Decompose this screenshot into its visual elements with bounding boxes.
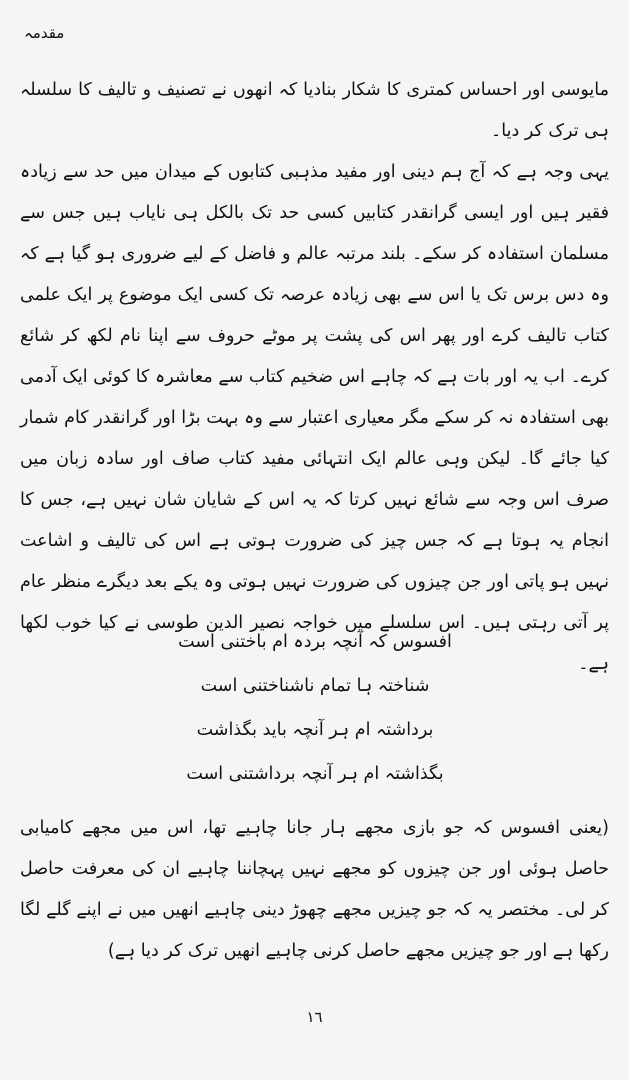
poem-line: برداشتہ ام ہر آنچہ باید بگذاشت <box>196 720 434 740</box>
body-text <box>20 70 609 685</box>
poem-line: بگذاشتہ ام ہر آنچہ برداشتنی است <box>186 764 444 784</box>
paragraph: (یعنی افسوس کہ جو بازی مجھے ہار جانا چاہیے تھا، اس میں مجھے کامیابی حاصل ہوئی اور جن چیزوں کو مجھے نہیں پہچاننا چاہیے ان کی معرفت حاصل کر لی۔ مختصر یہ کہ جو چیزیں مجھے چھوڑ دینی چاہیے انھیں میں نے اپنے گلے لگا رکھا ہے اور جو چیزیں مجھے حاصل کرنی چاہیے انھیں ترک کر دیا ہے) <box>20 818 609 961</box>
translation-paragraph <box>20 808 609 972</box>
poem-line: شناختہ ہا تمام ناشناختنی است <box>200 676 430 696</box>
paragraph: یہی وجہ ہے کہ آج ہم دینی اور مفید مذہبی کتابوں کے میدان میں حد سے زیادہ فقیر ہیں اور ایسی گرانقدر کتابیں کسی حد تک بالکل ہی نایاب ہیں جس سے مسلمان استفادہ کر سکے۔ بلند مرتبہ عالم و فاضل کے لیے ضروری ہو گیا ہے کہ وہ دس برس تک یا اس سے بھی زیادہ عرصہ تک کسی ایک موضوع پر ایک علمی کتاب تالیف کرے اور پھر اس کی پشت پر موٹے حروف سے اپنا نام لکھ کر شائع کرے۔ اب یہ اور بات ہے کہ چاہے اس ضخیم کتاب سے معاشرہ کا کوئی ایک آدمی بھی استفادہ نہ کر سکے مگر معیاری اعتبار سے وہ بہت بڑا اور گرانقدر کام شمار کیا جائے گا۔ لیکن وہی عالم ایک انتہائی مفید کتاب صاف اور سادہ زبان میں صرف اس وجہ سے شائع نہیں کرتا کہ یہ اس کے شایان شان نہیں ہے، جس کا انجام یہ ہوتا ہے کہ جس چیز کی ضرورت ہوتی ہے اس کی تالیف و اشاعت نہیں ہو پاتی اور جن چیزوں کی ضرورت نہیں ہوتی وہ یکے بعد دیگرے منظر عام پر آتی رہتی ہیں۔ اس سلسلے میں خواجہ نصیر الدین طوسی نے کیا خوب لکھا ہے۔ <box>20 162 609 674</box>
paragraph: مایوسی اور احساس کمتری کا شکار بنادیا کہ انھوں نے تصنیف و تالیف کا سلسلہ ہی ترک کر دیا۔ <box>20 80 609 141</box>
page-header: مقدمہ <box>24 24 65 42</box>
poem <box>150 620 480 796</box>
page-number: ١٦ <box>306 1008 323 1026</box>
poem-line: افسوس کہ آنچہ بردہ ام باختنی است <box>178 632 452 652</box>
